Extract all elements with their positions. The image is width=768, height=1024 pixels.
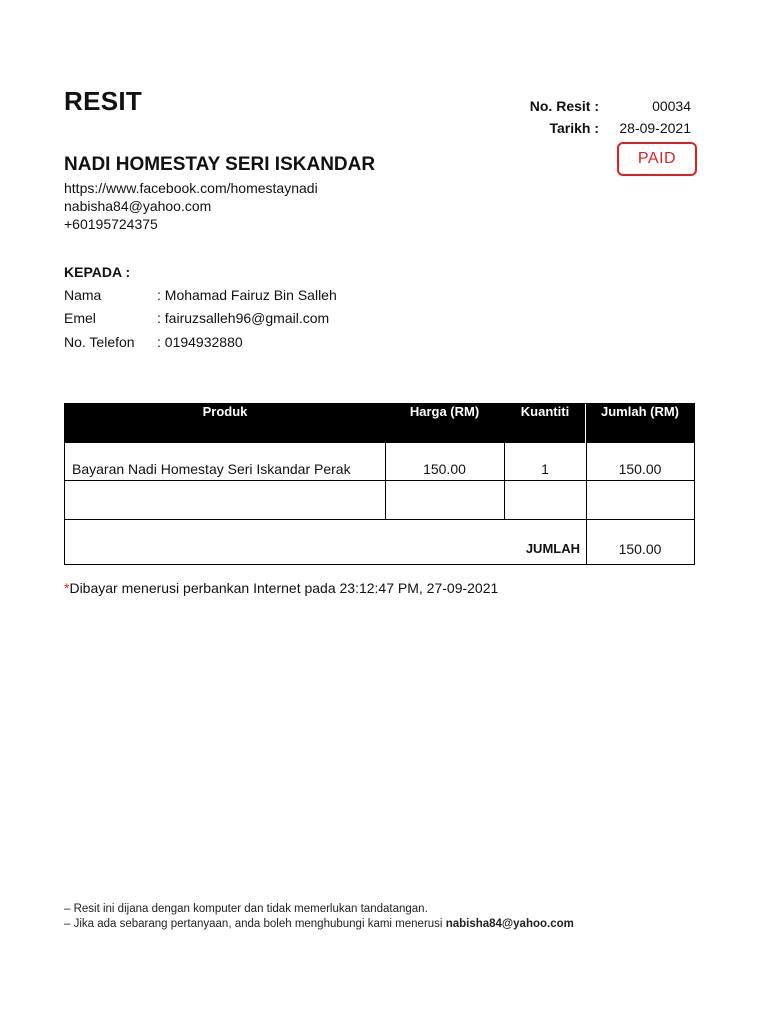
header-price: Harga (RM) — [409, 404, 480, 419]
footer-contact-email[interactable]: nabisha84@yahoo.com — [445, 918, 574, 930]
row-product: Bayaran Nadi Homestay Seri Iskandar Perak — [72, 461, 351, 477]
table-header — [65, 404, 694, 443]
row-price: 150.00 — [423, 461, 466, 477]
total-label: JUMLAH — [525, 541, 580, 556]
payment-note — [64, 580, 498, 596]
receipt-title: RESIT — [64, 86, 143, 116]
recipient-name: : Mohamad Fairuz Bin Salleh — [157, 287, 337, 303]
column-divider — [385, 443, 386, 519]
receipt-number: 00034 — [652, 98, 691, 114]
recipient-heading: KEPADA : — [64, 264, 131, 280]
row-divider — [65, 480, 694, 481]
receipt-number-label: No. Resit : — [529, 98, 599, 114]
row-amount: 150.00 — [618, 461, 662, 477]
receipt-date: 28-09-2021 — [619, 120, 691, 136]
column-divider — [504, 443, 505, 519]
business-email[interactable]: nabisha84@yahoo.com — [64, 198, 212, 214]
header-divider — [585, 404, 586, 443]
business-phone: +60195724375 — [64, 216, 158, 232]
items-table — [64, 403, 695, 565]
footer-line-2-text: – Jika ada sebarang pertanyaan, anda boleh menghubungi kami menerusi — [64, 918, 446, 930]
recipient-name-label: Nama — [64, 287, 102, 303]
recipient-phone: : 0194932880 — [157, 334, 243, 350]
recipient-phone-label: No. Telefon — [64, 334, 135, 350]
row-divider — [65, 519, 694, 520]
header-amount: Jumlah (RM) — [601, 404, 679, 419]
note-marker: * — [64, 580, 70, 596]
business-name: NADI HOMESTAY SERI ISKANDAR — [64, 154, 376, 175]
total-amount: 150.00 — [618, 541, 662, 557]
footer-line-1: – Resit ini dijana dengan komputer dan tidak memerlukan tandatangan. — [64, 903, 428, 915]
paid-stamp: PAID — [617, 142, 697, 176]
note-text: Dibayar menerusi perbankan Internet pada 23:12:47 PM, 27-09-2021 — [69, 580, 499, 596]
footer-line-2 — [64, 918, 574, 930]
recipient-email-label: Emel — [64, 310, 96, 326]
receipt-date-label: Tarikh : — [549, 120, 599, 136]
row-quantity: 1 — [541, 461, 549, 477]
business-website[interactable]: https://www.facebook.com/homestaynadi — [64, 180, 318, 196]
header-product: Produk — [202, 404, 248, 419]
header-quantity: Kuantiti — [520, 404, 570, 419]
recipient-email: : fairuzsalleh96@gmail.com — [157, 310, 330, 326]
